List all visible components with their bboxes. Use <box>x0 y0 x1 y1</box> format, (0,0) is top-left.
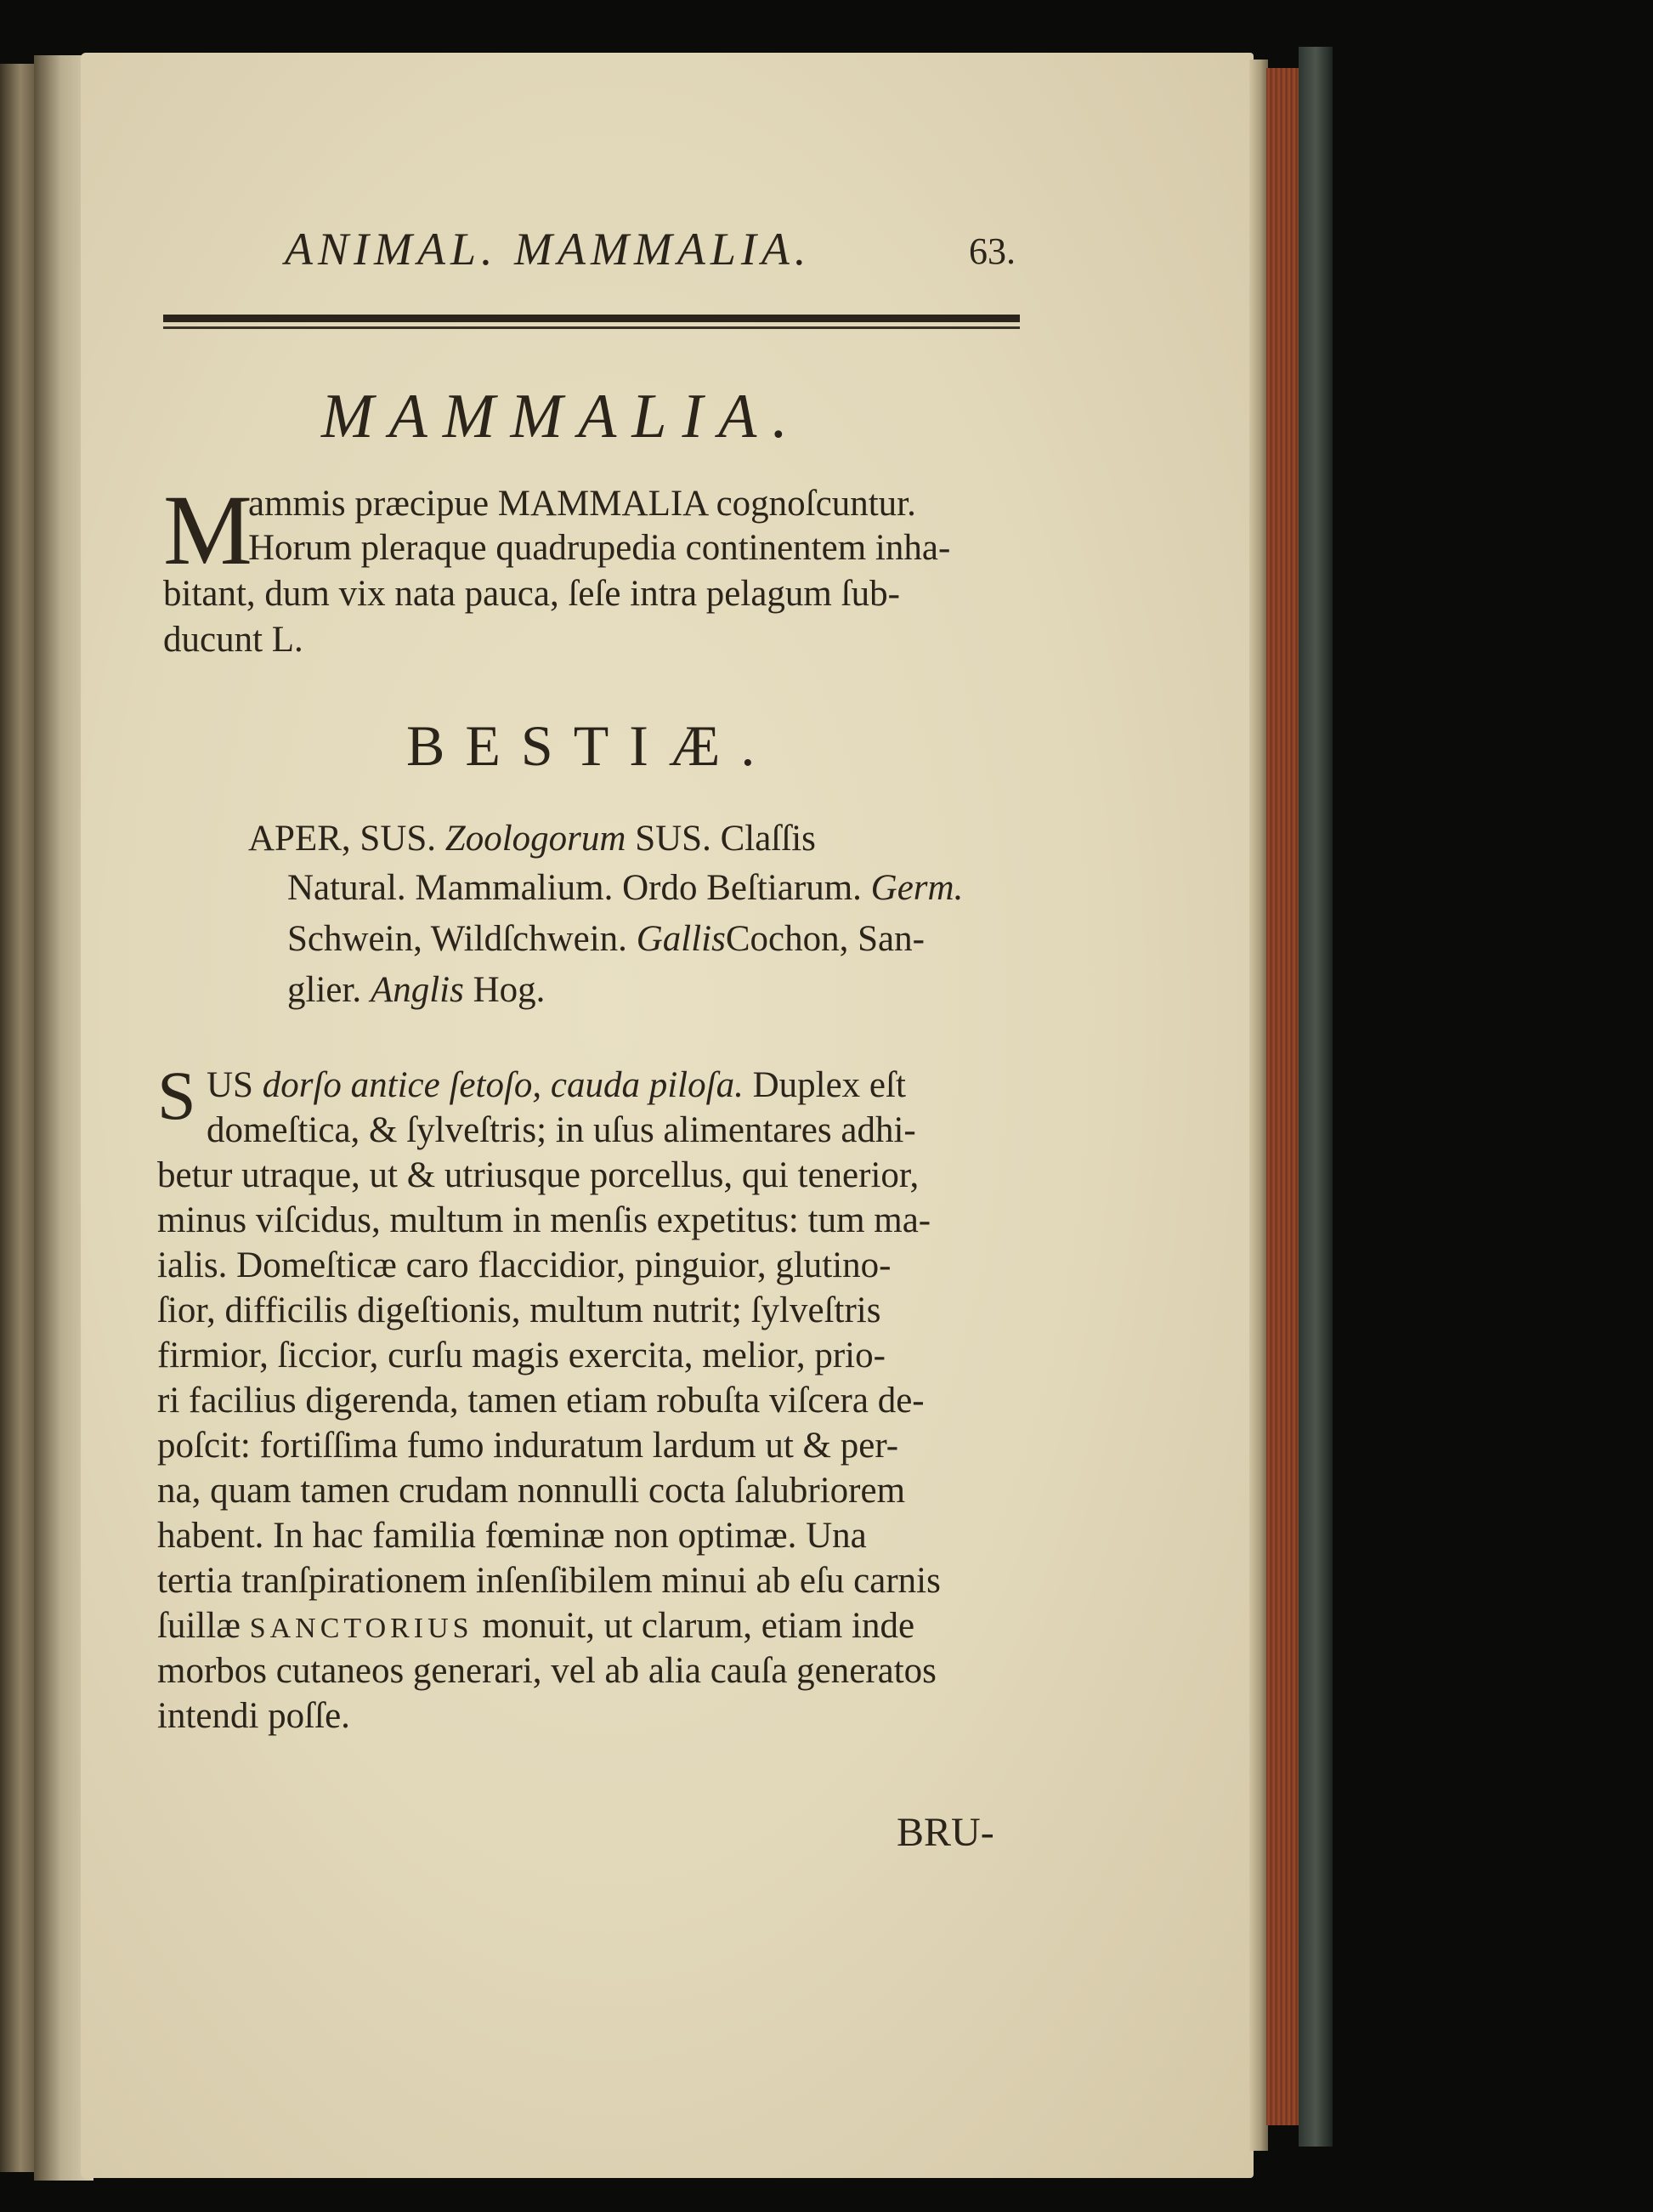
intro-line: bitant, dum vix nata pauca, ſeſe intra pelagum ſub- <box>163 574 900 614</box>
body-line: ri facilius digerenda, tamen etiam robuſta viſcera de- <box>157 1381 925 1421</box>
body-line: na, quam tamen crudam nonnulli cocta ſalubriorem <box>157 1471 906 1511</box>
intro-line: ducunt L. <box>163 620 303 660</box>
intro-line: ammis præcipue MAMMALIA cognoſcuntur. <box>248 484 916 524</box>
body-line: betur utraque, ut & utriusque porcellus, qui tenerior, <box>157 1155 920 1195</box>
page-edge <box>1249 60 1268 2151</box>
intro-line: Horum pleraque quadrupedia continentem inha- <box>248 528 951 568</box>
body-line: domeſtica, & ſylveſtris; in uſus alimentares adhi- <box>207 1110 916 1150</box>
body-line: tertia tranſpirationem inſenſibilem minui ab eſu carnis <box>157 1561 941 1601</box>
body-first-line <box>207 1064 906 1106</box>
catchword: BRU- <box>897 1810 994 1855</box>
header-rule-thin <box>163 326 1020 329</box>
body-line: ialis. Domeſticæ caro flaccidior, pinguior, glutino- <box>157 1245 892 1285</box>
body-drop-cap: S <box>157 1057 196 1134</box>
entry-text: Cochon, San- <box>725 919 925 959</box>
body-line-sanctorius <box>157 1605 914 1647</box>
entry-line-2 <box>287 867 963 909</box>
intro-drop-cap: M <box>163 474 252 586</box>
entry-line-3 <box>287 918 925 960</box>
body-line: habent. In hac familia fœminæ non optimæ. Una <box>157 1516 867 1556</box>
body-text: ſuillæ <box>157 1606 241 1646</box>
body-caps: US <box>207 1065 253 1105</box>
book-cover <box>1299 47 1333 2147</box>
entry-line-4 <box>287 969 545 1011</box>
entry-italic: Zoologorum <box>444 819 626 859</box>
entry-name: APER, SUS. <box>248 819 437 859</box>
running-title: ANIMAL. MAMMALIA. <box>285 224 812 275</box>
entry-text: SUS. Claſſis <box>635 819 816 859</box>
body-text: monuit, ut clarum, etiam inde <box>482 1606 915 1646</box>
body-line: minus viſcidus, multum in menſis expetitus: tum ma- <box>157 1200 931 1240</box>
entry-text: Schwein, Wildſchwein. <box>287 919 627 959</box>
author-name: SANCTORIUS <box>249 1613 473 1644</box>
entry-text: Hog. <box>473 970 546 1010</box>
entry-italic: Anglis <box>370 970 464 1010</box>
body-line: poſcit: fortiſſima fumo induratum lardum ut & per- <box>157 1426 899 1466</box>
body-line: morbos cutaneos generari, vel ab alia cauſa generatos <box>157 1651 937 1691</box>
body-text: Duplex eſt <box>752 1065 906 1105</box>
header-rule-thick <box>163 315 1020 322</box>
body-line: intendi poſſe. <box>157 1696 350 1736</box>
entry-italic: Germ. <box>870 868 964 908</box>
body-line: ſior, difficilis digeſtionis, multum nutrit; ſylveſtris <box>157 1290 881 1330</box>
body-italic: dorſo antice ſetoſo, cauda piloſa. <box>262 1065 744 1105</box>
entry-line-1 <box>248 818 816 859</box>
body-line: firmior, ſiccior, curſu magis exercita, melior, prio- <box>157 1336 886 1375</box>
facing-page-edge <box>0 64 34 2172</box>
entry-text: Natural. Mammalium. Ordo Beſtiarum. <box>287 868 862 908</box>
red-fore-edge <box>1266 68 1300 2125</box>
entry-italic: Gallis <box>636 919 726 959</box>
entry-text: glier. <box>287 970 362 1010</box>
subheading: BESTIÆ. <box>406 713 776 778</box>
section-title: MAMMALIA. <box>321 382 803 451</box>
page-number: 63. <box>969 230 1016 272</box>
